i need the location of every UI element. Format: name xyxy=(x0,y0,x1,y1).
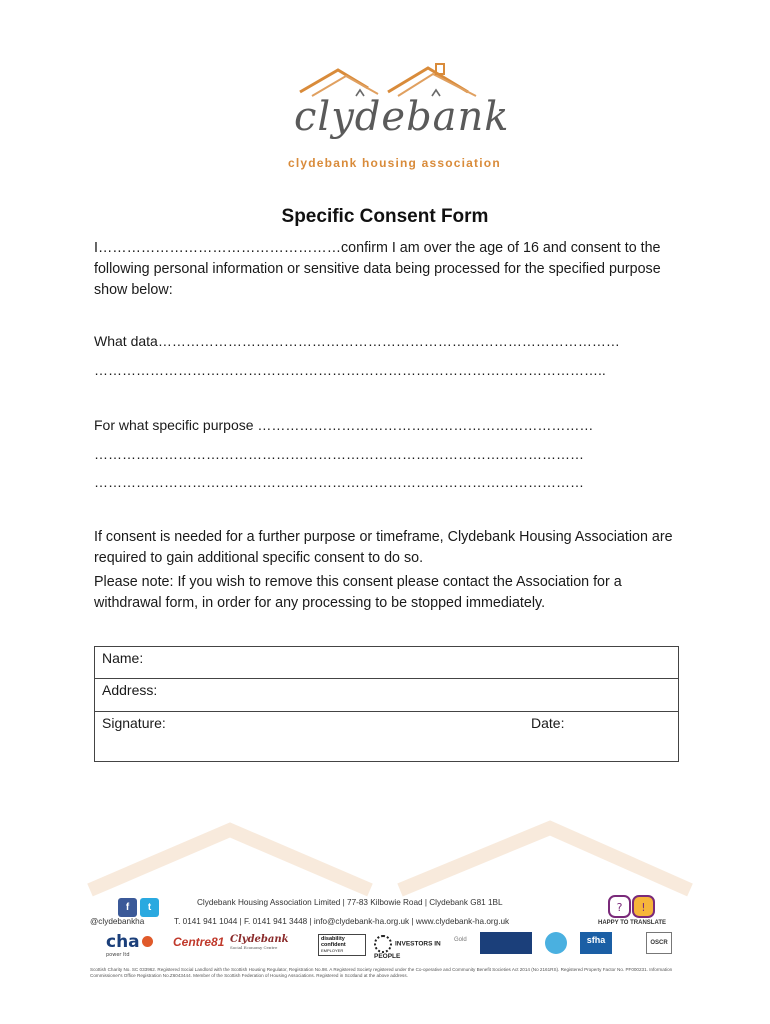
svg-text:?: ? xyxy=(616,901,623,914)
signature-label: Signature: xyxy=(102,715,166,731)
further-consent-paragraph: If consent is needed for a further purpose or timeframe, Clydebank Housing Association are required to gain additional specific consent to do so. xyxy=(94,529,673,566)
footer-address: Clydebank Housing Association Limited | 77-83 Kilbowie Road | Clydebank G81 1BL xyxy=(197,898,503,907)
footer-contact[interactable]: T. 0141 941 1044 | F. 0141 941 3448 | info@clydebank-ha.org.uk | www.clydebank-ha.org.uk xyxy=(174,917,510,926)
intro-paragraph: I……………………………………………confirm I am over the age of 16 and consent to the following personal information or sensitive data being processed for the specified purpose show below: xyxy=(94,240,661,298)
please-note-paragraph: Please note: If you wish to remove this consent please contact the Association for a withdrawal form, in order for any processing to be stopped immediately. xyxy=(94,574,622,611)
clydebank-sec-logo: Clydebank Social Economy Centre xyxy=(230,934,289,950)
partner-circle-logo xyxy=(545,932,567,954)
happy-to-translate-label: HAPPY TO TRANSLATE xyxy=(598,920,667,926)
watermark-roof-icon xyxy=(80,820,700,900)
table-row xyxy=(95,679,679,712)
name-label: Name: xyxy=(102,650,144,666)
sfha-logo: sfha xyxy=(580,932,612,954)
oscr-logo: OSCR xyxy=(646,932,672,954)
address-field[interactable] xyxy=(95,679,679,712)
what-data-line-1[interactable]: What data……………………………………………………………………………………… xyxy=(94,333,620,349)
facebook-icon[interactable]: f xyxy=(118,898,137,917)
what-data-line-2[interactable]: ……………………………………………………………………………………………….. xyxy=(94,362,606,378)
purpose-line-2[interactable]: …………………………………………………………………………………………… xyxy=(94,446,584,462)
cha-logo: cha power ltd xyxy=(106,932,153,958)
svg-text:!: ! xyxy=(641,901,646,914)
centre81-logo: Centre81 xyxy=(173,935,225,949)
details-table xyxy=(94,646,679,762)
table-row xyxy=(95,647,679,679)
iip-level: Gold xyxy=(454,937,467,943)
signature-date-field[interactable] xyxy=(95,712,679,762)
logo xyxy=(258,56,518,176)
name-field[interactable] xyxy=(95,647,679,679)
footer-small-print: Scottish Charity No. SC 033962. Registered Social Landlord with the Scottish Housing Regulator, Registration No.98. A Registered Society registered under the Co-operative and Community Benefit Societies Act 2014 (No 2161RS). Registered Property Factor No. PF000231. Information Commissioner's Office Registration No.Z6043444. Member of the Scottish Federation of Housing Associations. Registered in Scotland at the above address. xyxy=(90,967,673,978)
investors-in-people-logo: INVESTORS IN PEOPLE xyxy=(374,935,444,960)
purpose-line-3[interactable]: …………………………………………………………………………………………… xyxy=(94,474,584,490)
address-label: Address: xyxy=(102,682,158,698)
happy-to-translate-icon xyxy=(607,894,657,922)
partner-logos xyxy=(90,932,690,962)
date-label: Date: xyxy=(531,715,565,731)
logo-wordmark: clydebank xyxy=(294,94,510,140)
purpose-line-1[interactable]: For what specific purpose ……………………………………………………………… xyxy=(94,417,594,433)
footer-handle[interactable]: @clydebankha xyxy=(90,917,145,926)
investors-in-young-people-logo xyxy=(480,932,532,954)
disability-confident-logo: disability confident EMPLOYER xyxy=(318,934,366,956)
logo-tagline: clydebank housing association xyxy=(288,156,501,170)
table-row xyxy=(95,712,679,762)
page-title: Specific Consent Form xyxy=(281,206,489,227)
twitter-icon[interactable]: t xyxy=(140,898,159,917)
